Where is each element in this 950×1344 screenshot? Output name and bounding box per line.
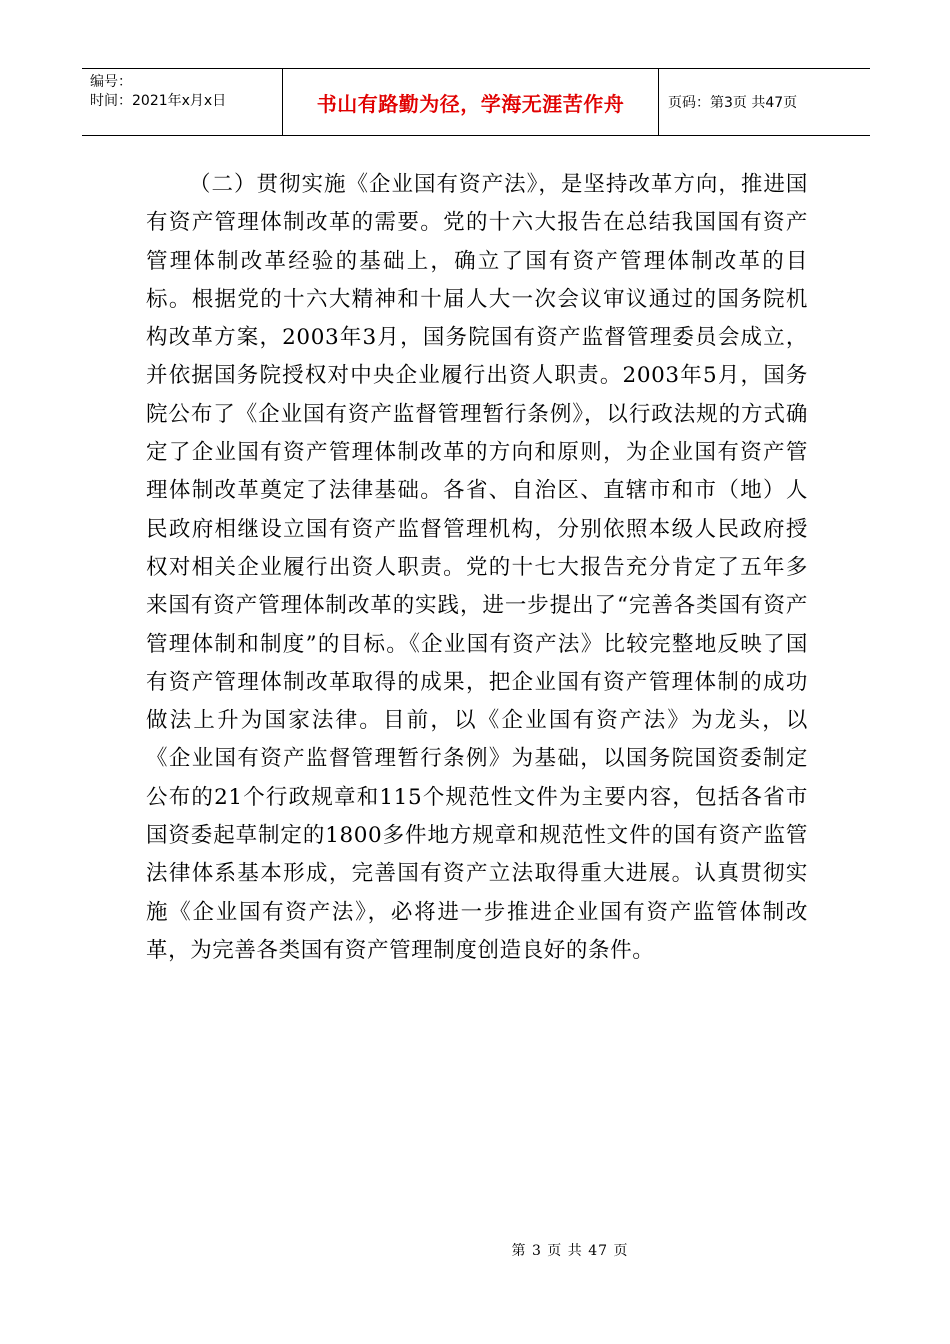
page-header bbox=[82, 68, 870, 136]
header-divider bbox=[658, 69, 659, 135]
header-motto: 书山有路勤为径，学海无涯苦作舟 bbox=[316, 91, 625, 116]
body-paragraph: （二）贯彻实施《企业国有资产法》，是坚持改革方向，推进国有资产管理体制改革的需要。党的十六大报告在总结我国国有资产管理体制改革经验的基础上，确立了国有资产管理体制改革的目标。根据党的十六大精神和十届人大一次会议审议通过的国务院机构改革方案，2003年3月，国务院国有资产监督管理委员会成立，并依据国务院授权对中央企业履行出资人职责。2003年5月，国务院公布了《企业国有资产监督管理暂行条例》，以行政法规的方式确定了企业国有资产管理体制改革的方向和原则，为企业国有资产管理体制改革奠定了法律基础。各省、自治区、直辖市和市（地）人民政府相继设立国有资产监督管理机构，分别依照本级人民政府授权对相关企业履行出资人职责。党的十七大报告充分肯定了五年多来国有资产管理体制改革的实践，进一步提出了“完善各类国有资产管理体制和制度”的目标。《企业国有资产法》比较完整地反映了国有资产管理体制改革取得的成果，把企业国有资产管理体制的成功做法上升为国家法律。目前，以《企业国有资产法》为龙头，以《企业国有资产监督管理暂行条例》为基础，以国务院国资委制定公布的21个行政规章和115个规范性文件为主要内容，包括各省市国资委起草制定的1800多件地方规章和规范性文件的国有资产监管法律体系基本形成，完善国有资产立法取得重大进展。认真贯彻实施《企业国有资产法》，必将进一步推进企业国有资产监管体制改革，为完善各类国有资产管理制度创造良好的条件。 bbox=[146, 172, 808, 963]
page-footer: 第 3 页 共 47 页 bbox=[511, 1243, 629, 1259]
date-label: 时间：2021年x月x日 bbox=[90, 93, 227, 109]
serial-number-label: 编号： bbox=[90, 74, 132, 90]
header-divider bbox=[282, 69, 283, 135]
header-page-info: 页码：第3页 共47页 bbox=[668, 95, 798, 111]
header-meta bbox=[82, 69, 282, 135]
